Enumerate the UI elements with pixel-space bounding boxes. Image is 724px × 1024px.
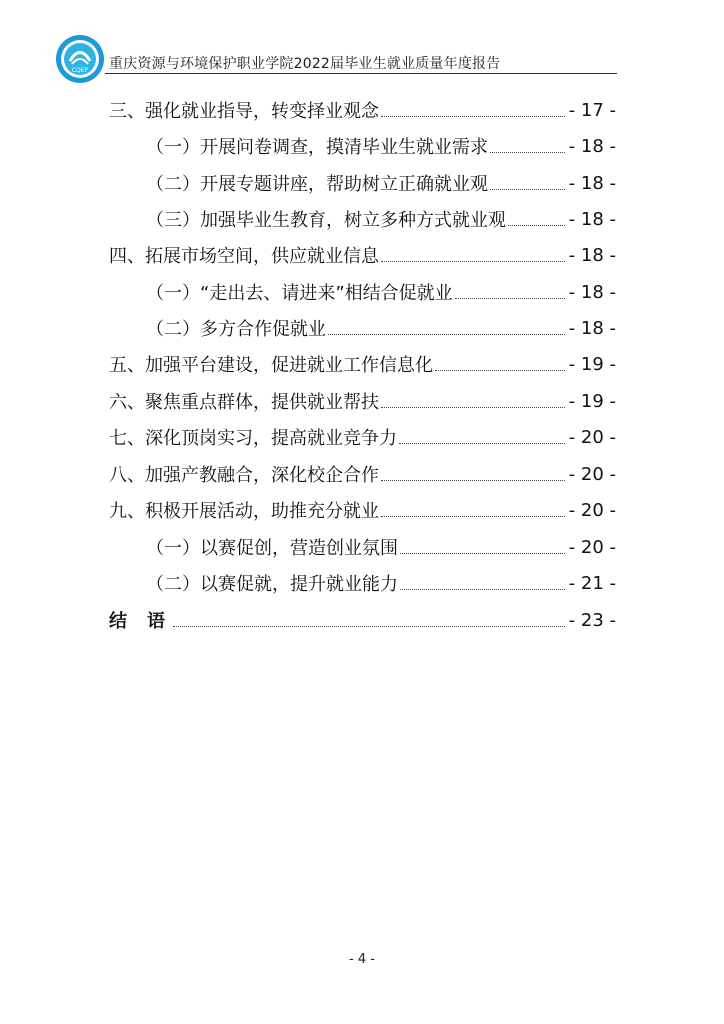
- toc-entry-title: 三、强化就业指导，转变择业观念: [109, 101, 379, 122]
- toc-entry-page: - 18 -: [568, 135, 616, 157]
- toc-entry-title: 八、加强产教融合，深化校企合作: [109, 465, 379, 486]
- toc-entry[interactable]: [146, 532, 616, 562]
- page-header: [55, 34, 617, 84]
- toc-entry-title: 七、深化顶岗实习，提高就业竞争力: [109, 428, 397, 449]
- toc-entry-title: 结语: [109, 611, 185, 632]
- toc-leader-dots: [490, 151, 565, 153]
- toc-leader-dots: [381, 260, 565, 262]
- toc-entry-page: - 19 -: [568, 353, 616, 375]
- toc-entry[interactable]: [146, 313, 616, 343]
- toc-entry-page: - 20 -: [568, 463, 616, 485]
- toc-entry-title: 五、加强平台建设，促进就业工作信息化: [109, 355, 433, 376]
- toc-entry-title: （二）开展专题讲座，帮助树立正确就业观: [146, 174, 488, 195]
- toc-entry-page: - 18 -: [568, 208, 616, 230]
- toc-entry-page: - 18 -: [568, 317, 616, 339]
- toc-leader-dots: [328, 333, 565, 335]
- toc-leader-dots: [400, 588, 565, 590]
- toc-leader-dots: [435, 369, 565, 371]
- toc-entry-page: - 18 -: [568, 281, 616, 303]
- toc-entry[interactable]: [109, 95, 616, 125]
- toc-entry[interactable]: [109, 349, 616, 379]
- toc-entry-title: （一）“走出去、请进来”相结合促就业: [146, 283, 453, 304]
- toc-entry[interactable]: [109, 605, 616, 635]
- toc-entry-page: - 18 -: [568, 244, 616, 266]
- toc-entry-page: - 17 -: [568, 99, 616, 121]
- toc-entry-title: 九、积极开展活动，助推充分就业: [109, 501, 379, 522]
- toc-entry-page: - 20 -: [568, 426, 616, 448]
- toc-entry-title: 六、聚焦重点群体，提供就业帮扶: [109, 392, 379, 413]
- toc-entry-title: （二）以赛促就，提升就业能力: [146, 574, 398, 595]
- toc-entry-title: （三）加强毕业生教育，树立多种方式就业观: [146, 210, 506, 231]
- toc-entry[interactable]: [109, 495, 616, 525]
- toc-entry-page: - 20 -: [568, 536, 616, 558]
- toc-entry[interactable]: [109, 386, 616, 416]
- toc-entry-page: - 23 -: [568, 609, 616, 631]
- toc-leader-dots: [400, 552, 565, 554]
- page-number: - 4 -: [349, 952, 375, 967]
- toc-entry[interactable]: [146, 568, 616, 598]
- toc-entry[interactable]: [146, 131, 616, 161]
- toc-entry[interactable]: [109, 240, 616, 270]
- toc-leader-dots: [399, 442, 565, 444]
- toc-leader-dots: [381, 115, 565, 117]
- logo-text: CQEP: [71, 67, 89, 74]
- toc-entry-page: - 20 -: [568, 499, 616, 521]
- toc-entry[interactable]: [146, 277, 616, 307]
- toc-leader-dots: [173, 625, 565, 627]
- toc-leader-dots: [381, 515, 565, 517]
- toc-entry-page: - 19 -: [568, 390, 616, 412]
- toc-leader-dots: [490, 188, 565, 190]
- toc-entry[interactable]: [146, 204, 616, 234]
- toc-leader-dots: [455, 297, 565, 299]
- toc-entry[interactable]: [109, 422, 616, 452]
- toc-entry-title: （二）多方合作促就业: [146, 319, 326, 340]
- toc-entry-page: - 18 -: [568, 172, 616, 194]
- toc-entry-title: （一）开展问卷调查，摸清毕业生就业需求: [146, 137, 488, 158]
- header-divider: [105, 73, 617, 74]
- toc-leader-dots: [508, 224, 565, 226]
- toc-entry-title: 四、拓展市场空间，供应就业信息: [109, 246, 379, 267]
- header-title: 重庆资源与环境保护职业学院2022届毕业生就业质量年度报告: [109, 56, 501, 72]
- toc-leader-dots: [381, 406, 565, 408]
- toc-entry[interactable]: [109, 459, 616, 489]
- school-logo-icon: [55, 34, 105, 84]
- toc-leader-dots: [381, 479, 565, 481]
- toc-entry[interactable]: [146, 168, 616, 198]
- toc-entry-title: （一）以赛促创，营造创业氛围: [146, 538, 398, 559]
- toc-entry-page: - 21 -: [568, 572, 616, 594]
